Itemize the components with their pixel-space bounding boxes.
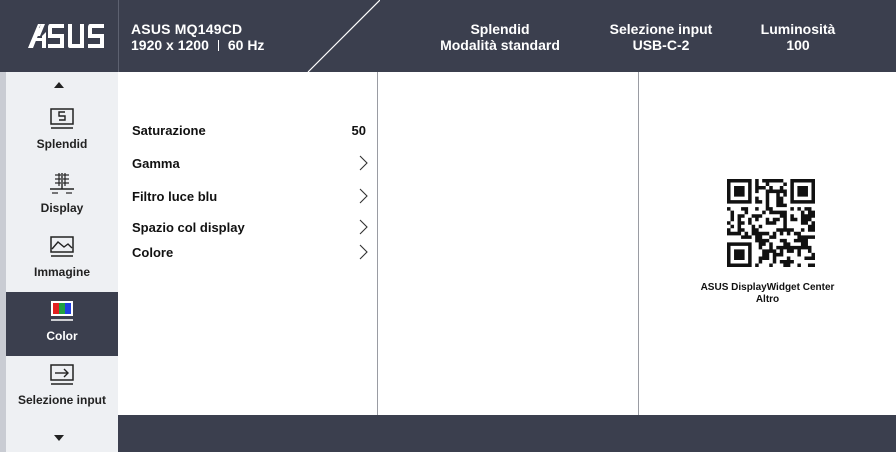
input-value: USB-C-2 bbox=[632, 37, 690, 53]
sidebar-item-label: Display bbox=[40, 201, 84, 215]
asus-logo bbox=[28, 24, 104, 48]
chevron-right-icon bbox=[358, 188, 368, 204]
sidebar-item-label: Splendid bbox=[36, 137, 88, 151]
sidebar-item-label: Color bbox=[46, 329, 78, 343]
resolution-line bbox=[131, 37, 264, 53]
splendid-status bbox=[420, 21, 580, 53]
splendid-title: Splendid bbox=[470, 21, 530, 37]
resolution: 1920 x 1200 bbox=[131, 37, 209, 53]
menu-panel bbox=[118, 72, 377, 415]
menu-item-colore[interactable] bbox=[132, 245, 372, 265]
color-icon bbox=[49, 300, 75, 322]
menu-item-label: Gamma bbox=[132, 156, 180, 171]
image-icon bbox=[49, 236, 75, 258]
splendid-value: Modalità standard bbox=[440, 37, 560, 53]
input-title: Selezione input bbox=[609, 21, 713, 37]
menu-item-filtro-luce-blu[interactable] bbox=[132, 189, 372, 209]
header-divider bbox=[118, 0, 119, 72]
menu-item-gamma[interactable] bbox=[132, 156, 372, 176]
sidebar-item-splendid[interactable] bbox=[6, 100, 118, 164]
menu-item-label: Filtro luce blu bbox=[132, 189, 218, 204]
separator bbox=[218, 40, 219, 51]
sidebar-item-display[interactable] bbox=[6, 164, 118, 228]
header-diagonal bbox=[300, 0, 380, 72]
brightness-value: 100 bbox=[786, 37, 810, 53]
menu-item-label: Colore bbox=[132, 245, 174, 260]
brightness-status bbox=[738, 21, 858, 53]
panel-divider bbox=[377, 72, 378, 415]
qr-subtitle: Altro bbox=[755, 294, 780, 305]
sidebar-item-immagine[interactable] bbox=[6, 228, 118, 292]
chevron-right-icon bbox=[358, 219, 368, 235]
refresh-rate: 60 Hz bbox=[227, 37, 265, 53]
sidebar-item-label: Immagine bbox=[33, 265, 90, 279]
chevron-right-icon bbox=[358, 244, 368, 260]
sidebar-item-color[interactable] bbox=[6, 292, 118, 356]
brightness-title: Luminosità bbox=[760, 21, 836, 37]
input-status bbox=[591, 21, 731, 53]
splendid-icon bbox=[49, 108, 75, 130]
scroll-up-icon[interactable] bbox=[54, 82, 64, 88]
menu-item-spazio-col-display[interactable] bbox=[132, 220, 372, 240]
display-icon bbox=[49, 172, 75, 194]
menu-item-label: Spazio col display bbox=[132, 220, 245, 235]
sidebar-item-label: Selezione input bbox=[17, 393, 106, 407]
qr-code-icon[interactable] bbox=[727, 179, 815, 267]
sidebar-item-selezione-input[interactable] bbox=[6, 356, 118, 420]
menu-item-saturazione[interactable] bbox=[132, 123, 372, 143]
input-select-icon bbox=[49, 364, 75, 386]
model-name: ASUS MQ149CD bbox=[131, 21, 243, 37]
chevron-right-icon bbox=[358, 155, 368, 171]
scroll-down-icon[interactable] bbox=[54, 435, 64, 441]
menu-item-label: Saturazione bbox=[132, 123, 206, 138]
footer-bar bbox=[118, 415, 896, 452]
osd-header bbox=[0, 0, 896, 72]
saturation-value: 50 bbox=[351, 123, 366, 138]
qr-title: ASUS DisplayWidget Center bbox=[700, 282, 835, 293]
